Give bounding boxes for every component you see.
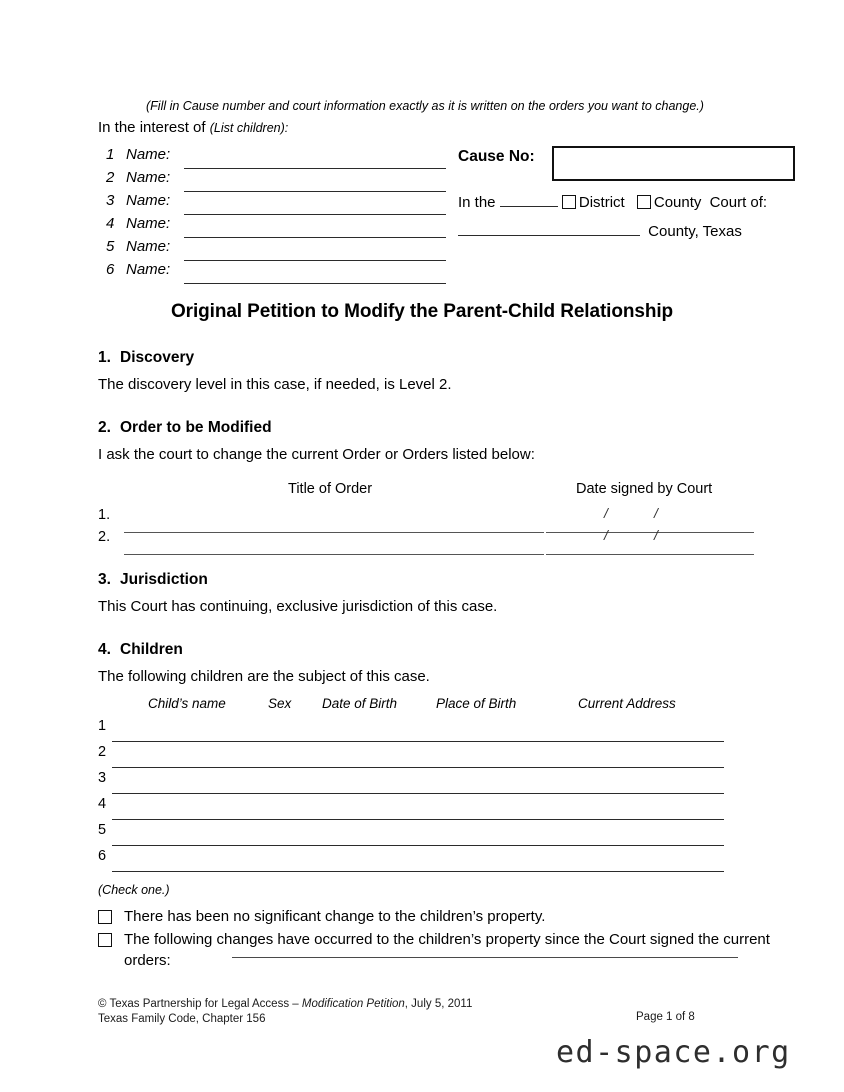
no-change-label: There has been no significant change to the children’s property. (124, 908, 546, 925)
column-header-current-address: Current Address (578, 696, 676, 711)
order-date-input-line[interactable] (546, 554, 754, 555)
column-header-date-signed: Date signed by Court (576, 481, 713, 497)
children-table-row[interactable] (98, 796, 724, 820)
document-name: Modification Petition (301, 998, 405, 1010)
footer-statute: Texas Family Code, Chapter 156 (98, 1012, 266, 1025)
in-the-interest-of-label: In the interest of (98, 119, 206, 136)
child-name-row[interactable] (98, 169, 448, 193)
child-name-row[interactable] (98, 192, 448, 216)
page-title: Original Petition to Modify the Parent-Child Relationship (170, 301, 674, 322)
changes-occurred-label: The following changes have occurred to the children’s property since the Court signed the current orders: (124, 931, 770, 969)
children-row-input-line[interactable] (112, 767, 724, 768)
district-label: District (578, 194, 625, 211)
section-title: Children (120, 641, 183, 658)
child-name-row[interactable] (98, 238, 448, 262)
child-name-label: Name: (126, 146, 171, 163)
date-separator-slash: / (654, 527, 658, 543)
children-row-number: 2 (98, 744, 107, 760)
section-heading-children (98, 641, 183, 659)
court-type-line (458, 192, 767, 211)
no-change-checkbox[interactable] (98, 910, 112, 924)
child-name-number: 1 (106, 146, 115, 163)
column-header-title-of-order: Title of Order (288, 481, 373, 497)
county-name-input-line[interactable] (458, 221, 640, 236)
check-one-instruction: (Check one.) (98, 883, 170, 897)
section-heading-discovery (98, 349, 194, 367)
order-row-number: 1. (98, 507, 111, 523)
children-body-text: The following children are the subject of this case. (98, 668, 430, 685)
child-name-number: 3 (106, 192, 115, 209)
children-row-input-line[interactable] (112, 741, 724, 742)
child-name-label: Name: (126, 192, 171, 209)
county-label: County (653, 194, 702, 211)
column-header-childs-name: Child’s name (148, 696, 226, 711)
jurisdiction-body-text: This Court has continuing, exclusive jurisdiction of this case. (98, 598, 498, 615)
children-table-row[interactable] (98, 848, 724, 872)
child-name-input-line[interactable] (184, 283, 446, 284)
discovery-body-text: The discovery level in this case, if needed, is Level 2. (98, 376, 452, 393)
footer-line-1 (98, 997, 472, 1012)
child-name-row[interactable] (98, 261, 448, 285)
column-header-place-of-birth: Place of Birth (436, 696, 517, 711)
list-children-hint: (List children): (209, 121, 289, 135)
child-name-number: 4 (106, 215, 115, 232)
page-number: Page 1 of 8 (636, 1011, 695, 1023)
child-name-number: 5 (106, 238, 115, 255)
child-name-number: 2 (106, 169, 115, 186)
fill-in-instruction: (Fill in Cause number and court information exactly as it is written on the orders you want to change.) (146, 99, 704, 113)
date-separator-slash: / (654, 505, 658, 521)
children-row-number: 1 (98, 718, 107, 734)
children-row-input-line[interactable] (112, 793, 724, 794)
footer-copyright (98, 997, 472, 1026)
cause-no-field[interactable] (552, 146, 795, 181)
children-row-number: 3 (98, 770, 107, 786)
section-heading-order-to-be-modified (98, 419, 272, 437)
children-row-input-line[interactable] (112, 871, 724, 872)
section-title: Jurisdiction (120, 571, 208, 588)
section-title: Discovery (120, 349, 195, 366)
copyright-text: © Texas Partnership for Legal Access – (98, 998, 302, 1010)
child-name-label: Name: (126, 238, 171, 255)
child-name-number: 6 (106, 261, 115, 278)
children-table-row[interactable] (98, 744, 724, 768)
order-title-input-line[interactable] (124, 554, 544, 555)
section-number: 1. (98, 349, 111, 366)
court-number-input-line[interactable] (500, 192, 558, 207)
child-name-label: Name: (126, 261, 171, 278)
child-name-label: Name: (126, 215, 171, 232)
watermark: ed-space.org (556, 1035, 791, 1070)
children-table-row[interactable] (98, 718, 724, 742)
court-of-label: Court of: (709, 194, 768, 211)
changes-occurred-checkbox[interactable] (98, 933, 112, 947)
county-checkbox[interactable] (637, 195, 651, 209)
county-texas-label: County, Texas (648, 223, 742, 240)
section-heading-jurisdiction (98, 571, 208, 589)
section-number: 3. (98, 571, 111, 588)
children-row-number: 4 (98, 796, 107, 812)
column-header-sex: Sex (268, 696, 292, 711)
district-checkbox[interactable] (562, 195, 576, 209)
cause-no-label: Cause No: (458, 148, 535, 165)
current-orders-input-line[interactable] (232, 957, 738, 958)
section-title: Order to be Modified (120, 419, 272, 436)
children-row-input-line[interactable] (112, 819, 724, 820)
section-number: 2. (98, 419, 111, 436)
section-number: 4. (98, 641, 111, 658)
children-table-row[interactable] (98, 770, 724, 794)
children-row-number: 6 (98, 848, 107, 864)
order-table-row[interactable] (98, 529, 758, 555)
in-the-interest-of-line (98, 119, 288, 136)
children-row-input-line[interactable] (112, 845, 724, 846)
date-separator-slash: / (604, 527, 608, 543)
copyright-date: , July 5, 2011 (404, 998, 473, 1010)
column-header-date-of-birth: Date of Birth (322, 696, 398, 711)
child-name-row[interactable] (98, 215, 448, 239)
county-name-line (458, 221, 742, 240)
order-row-number: 2. (98, 529, 111, 545)
in-the-label: In the (458, 194, 496, 211)
children-table-row[interactable] (98, 822, 724, 846)
child-name-row[interactable] (98, 146, 448, 170)
order-body-text: I ask the court to change the current Order or Orders listed below: (98, 446, 535, 463)
date-separator-slash: / (604, 505, 608, 521)
children-row-number: 5 (98, 822, 107, 838)
child-name-label: Name: (126, 169, 171, 186)
